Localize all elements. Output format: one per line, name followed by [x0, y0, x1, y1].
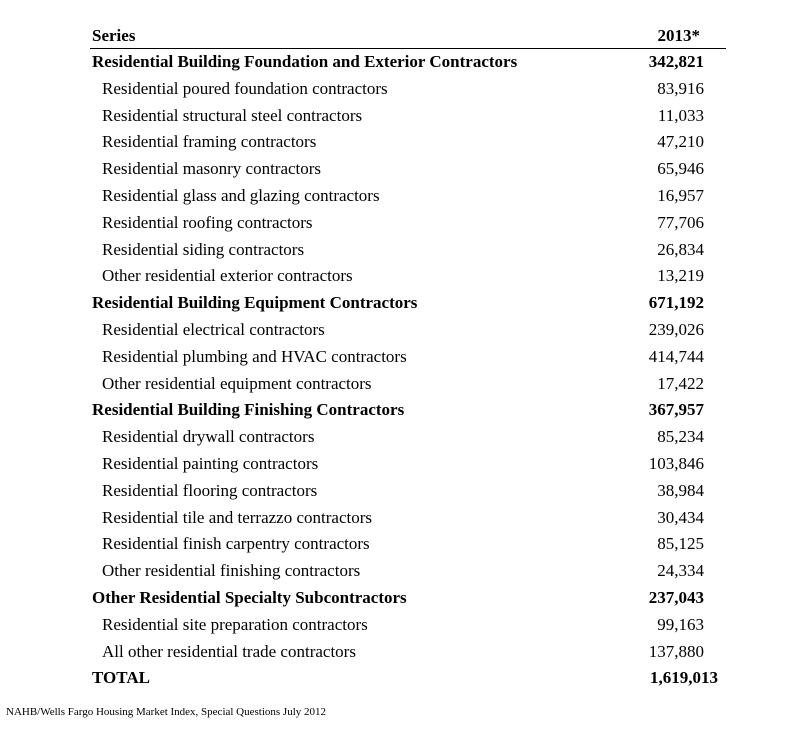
row-value: 47,210 [657, 132, 704, 152]
row-value: 367,957 [648, 400, 704, 420]
table-row [90, 478, 726, 505]
row-label: Residential painting contractors [102, 453, 319, 473]
contractors-table [90, 22, 726, 692]
row-label: Residential Building Finishing Contractors [92, 400, 405, 420]
row-label: Residential electrical contractors [102, 319, 325, 339]
group-row [90, 397, 726, 424]
row-label: TOTAL [92, 668, 150, 688]
table-row [90, 237, 726, 264]
row-value: 342,821 [648, 52, 704, 71]
row-value: 671,192 [648, 293, 704, 313]
row-value: 103,846 [648, 453, 704, 473]
row-label: Residential siding contractors [102, 239, 305, 259]
row-label: Residential Building Equipment Contractors [92, 293, 418, 313]
table-row [90, 424, 726, 451]
row-value: 83,916 [657, 78, 704, 98]
row-label: Other Residential Specialty Subcontractors [92, 587, 407, 607]
table-row [90, 76, 726, 103]
row-label: Other residential finishing contractors [102, 561, 361, 581]
table-row [90, 317, 726, 344]
table-row [90, 344, 726, 371]
row-value: 85,125 [657, 534, 704, 554]
row-value: 38,984 [657, 480, 704, 500]
row-value: 1,619,013 [650, 668, 718, 688]
row-value: 16,957 [657, 185, 704, 205]
table-row [90, 558, 726, 585]
row-value: 17,422 [657, 373, 704, 393]
table-row [90, 371, 726, 398]
group-row [90, 290, 726, 317]
row-value: 239,026 [648, 319, 704, 339]
row-value: 65,946 [657, 159, 704, 179]
row-label: Residential tile and terrazzo contractors [102, 507, 372, 527]
table-body [90, 49, 726, 692]
source-note: NAHB/Wells Fargo Housing Market Index, Special Questions July 2012 [6, 706, 327, 718]
row-label: Residential Building Foundation and Exterior Contractors [92, 52, 518, 71]
row-value: 26,834 [657, 239, 704, 259]
row-label: Residential flooring contractors [102, 480, 318, 500]
row-label: Residential site preparation contractors [102, 614, 368, 634]
row-value: 13,219 [657, 266, 704, 286]
table-row [90, 183, 726, 210]
row-label: Residential glass and glazing contractors [102, 185, 380, 205]
table-row [90, 639, 726, 666]
row-label: Residential masonry contractors [102, 159, 322, 179]
row-value: 77,706 [657, 212, 704, 232]
row-value: 237,043 [648, 587, 704, 607]
table-row [90, 103, 726, 130]
row-label: Other residential exterior contractors [102, 266, 353, 286]
group-row [90, 585, 726, 612]
row-label: Residential framing contractors [102, 132, 317, 152]
row-label: Residential finish carpentry contractors [102, 534, 370, 554]
row-label: Residential structural steel contractors [102, 105, 363, 125]
row-value: 99,163 [657, 614, 704, 634]
row-value: 30,434 [657, 507, 704, 527]
row-value: 85,234 [657, 427, 704, 447]
row-value: 414,744 [648, 346, 704, 366]
row-label: Residential plumbing and HVAC contractors [102, 346, 407, 366]
table-row [90, 156, 726, 183]
row-label: All other residential trade contractors [102, 641, 356, 661]
group-row [90, 49, 726, 76]
table-row [90, 263, 726, 290]
row-label: Residential drywall contractors [102, 427, 315, 447]
year-column-header: 2013* [657, 26, 700, 45]
series-column-header: Series [92, 26, 136, 45]
row-label: Other residential equipment contractors [102, 373, 372, 393]
row-value: 24,334 [657, 561, 704, 581]
row-label: Residential poured foundation contractors [102, 78, 388, 98]
table-row [90, 210, 726, 237]
total-row [90, 665, 726, 692]
table-row [90, 505, 726, 532]
row-value: 137,880 [648, 641, 704, 661]
table-header [90, 22, 726, 49]
table-row [90, 612, 726, 639]
row-label: Residential roofing contractors [102, 212, 313, 232]
table-row [90, 531, 726, 558]
table-row [90, 451, 726, 478]
row-value: 11,033 [657, 105, 704, 125]
table-row [90, 129, 726, 156]
